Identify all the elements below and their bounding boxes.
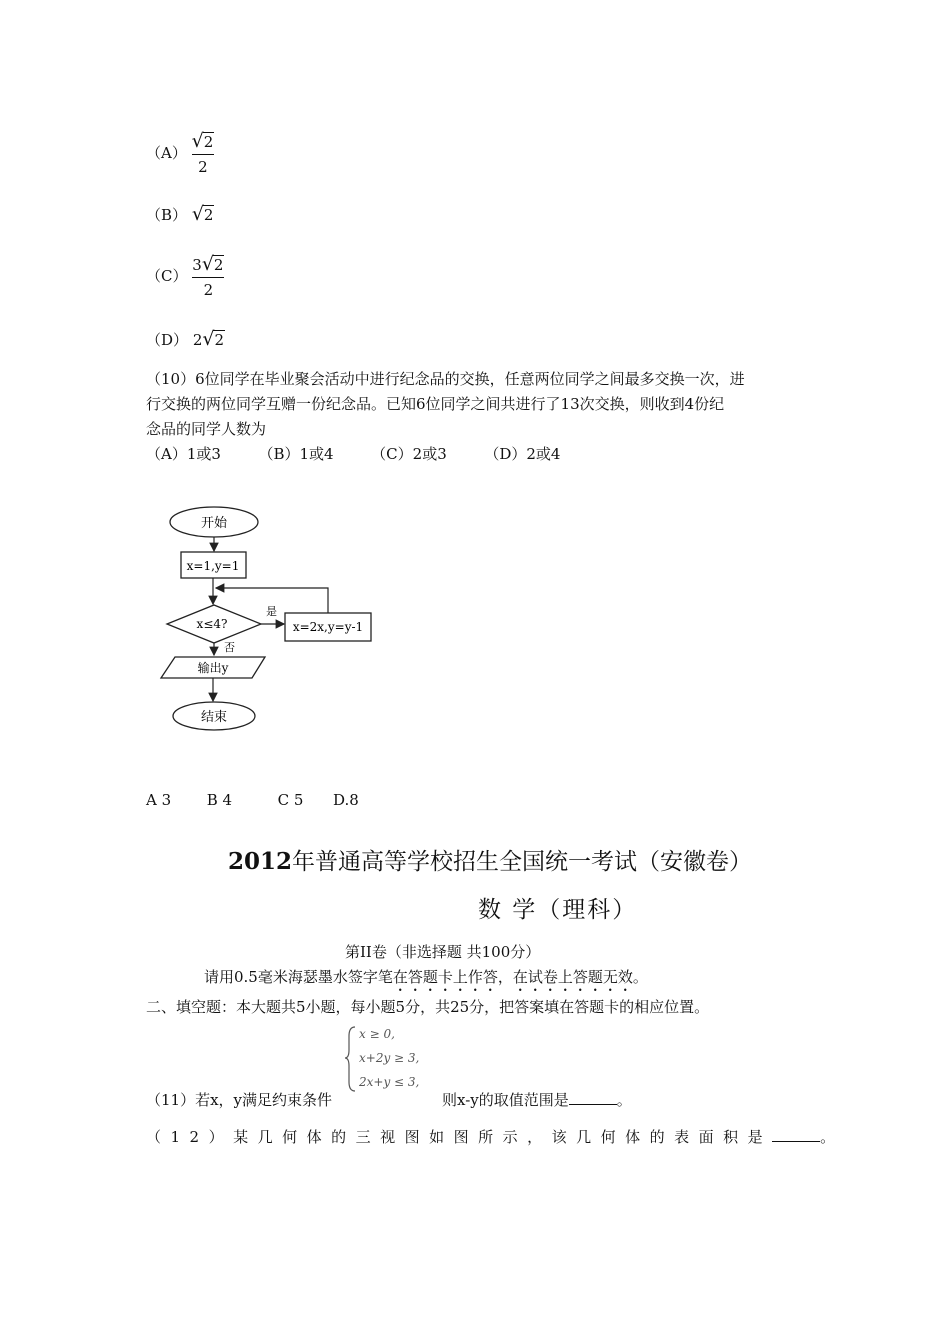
instruction-pre: 请用0.5毫米海瑟墨水签字笔 — [204, 968, 393, 986]
answer-blank — [569, 1103, 617, 1105]
instruction-post: 。 — [632, 968, 648, 986]
q11-end: 。 — [616, 1091, 632, 1109]
radicand: 2 — [213, 256, 224, 274]
coefficient: 3 — [192, 256, 202, 274]
constraint-1: x ≥ 0, — [359, 1027, 395, 1041]
decision-label: x≤4? — [196, 617, 228, 631]
q12-line — [146, 1126, 845, 1147]
constraint-3: 2x+y ≤ 3, — [359, 1075, 420, 1089]
constraint-system — [345, 1024, 445, 1094]
exam-subtitle: 数 学（理科） — [478, 897, 638, 923]
flow-option-a: A 3 — [146, 791, 172, 809]
q10-option-b: （B）1或4 — [258, 445, 334, 463]
choice-label: （A） — [146, 144, 187, 162]
fraction: $\frac{3√2}{2}$ — [192, 253, 224, 299]
radicand: 2 — [203, 133, 214, 151]
q12-text: （12）某几何体的三视图如图所示，该几何体的表面积是 — [146, 1128, 773, 1146]
radicand: 2 — [214, 331, 225, 349]
init-label: x=1,y=1 — [186, 559, 240, 573]
radicand: 2 — [203, 206, 214, 224]
choice-label: （B） — [146, 206, 188, 224]
start-label: 开始 — [200, 516, 228, 531]
q11-suffix: 则x-y的取值范围是 — [442, 1091, 569, 1109]
q10-option-c: （C）2或3 — [371, 445, 447, 463]
exam-title-text: 年普通高等学校招生全国统一考试（安徽卷） — [292, 849, 753, 875]
denominator: 2 — [198, 158, 208, 176]
yes-label: 是 — [266, 605, 277, 618]
q11-prefix: （11）若x，y满足约束条件 — [146, 1091, 333, 1109]
answer-blank — [772, 1140, 820, 1142]
q10-line2: 行交换的两位同学互赠一份纪念品。已知6位同学之间共进行了13次交换，则收到4份纪 — [146, 395, 725, 413]
instruction-mid: ， — [497, 968, 513, 986]
choice-b: （B） √2 — [146, 203, 214, 225]
exam-title — [228, 843, 752, 876]
output-label: 输出y — [197, 661, 229, 675]
q10-line3: 念品的同学人数为 — [146, 420, 267, 438]
choice-d: （D） 2√2 — [146, 328, 225, 350]
fraction: $\frac{√2}{2}$ — [191, 130, 214, 176]
q10-line1: （10）6位同学在毕业聚会活动中进行纪念品的交换，任意两位同学之间最多交换一次，进 — [146, 370, 745, 388]
section-heading: 二、填空题：本大题共5小题，每小题5分，共25分，把答案填在答题卡的相应位置。 — [146, 998, 710, 1016]
instruction-emphasis-1: 在答题卡上作答 — [392, 968, 498, 986]
coefficient: 2 — [192, 331, 203, 349]
no-label: 否 — [224, 641, 235, 654]
flow-option-d: D.8 — [332, 791, 359, 809]
loop-label: x=2x,y=y-1 — [292, 620, 364, 634]
choice-label: （C） — [146, 267, 188, 285]
flow-option-b: B 4 — [206, 791, 233, 809]
exam-title-year: 2012 — [228, 848, 293, 875]
constraint-2: x+2y ≥ 3, — [359, 1051, 420, 1065]
denominator: 2 — [203, 281, 214, 299]
instruction-emphasis-2: 在试卷上答题无效 — [512, 968, 633, 986]
q10-option-d: （D）2或4 — [484, 445, 561, 463]
q11-suffix-line — [442, 1089, 632, 1110]
choice-label: （D） — [146, 331, 189, 349]
instruction — [204, 966, 648, 995]
q12-end: 。 — [820, 1128, 845, 1146]
q10-option-a: （A）1或3 — [146, 445, 221, 463]
end-label: 结束 — [200, 710, 228, 725]
flow-option-c: C 5 — [277, 791, 304, 809]
part-heading: 第II卷（非选择题 共100分） — [345, 943, 541, 961]
flow-options — [146, 791, 359, 809]
